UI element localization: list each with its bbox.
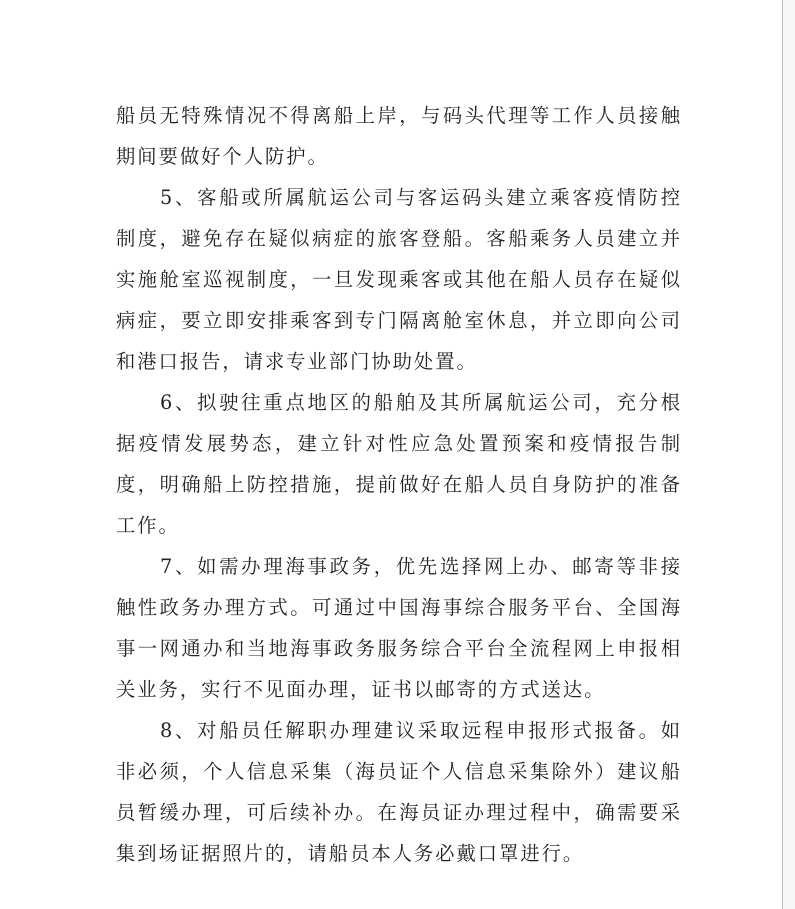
paragraph-item-7: 7、如需办理海事政务，优先选择网上办、邮寄等非接触性政务办理方式。可通过中国海事综合服务平台、全国海事一网通办和当地海事政务服务综合平台全流程网上申报相关业务，实行不见面办理，证书以邮寄的方式送达。 <box>116 555 682 701</box>
paragraph-continuation: 船员无特殊情况不得离船上岸，与码头代理等工作人员接触期间要做好个人防护。 <box>116 104 682 168</box>
page-edge-margin <box>783 0 795 909</box>
paragraph-item-5: 5、客船或所属航运公司与客运码头建立乘客疫情防控制度，避免存在疑似病症的旅客登船。客船乘务人员建立并实施舱室巡视制度，一旦发现乘客或其他在船人员存在疑似病症，要立即安排乘客到专门隔离舱室休息，并立即向公司和港口报告，请求专业部门协助处置。 <box>116 186 682 373</box>
paragraph-item-8: 8、对船员任解职办理建议采取远程申报形式报备。如非必须，个人信息采集（海员证个人信息采集除外）建议船员暂缓办理，可后续补办。在海员证办理过程中，确需要采集到场证据照片的，请船员本人务必戴口罩进行。 <box>116 719 682 865</box>
document-body <box>116 95 682 874</box>
paragraph-item-6: 6、拟驶往重点地区的船舶及其所属航运公司，充分根据疫情发展势态，建立针对性应急处置预案和疫情报告制度，明确船上防控措施，提前做好在船人员自身防护的准备工作。 <box>116 391 682 537</box>
